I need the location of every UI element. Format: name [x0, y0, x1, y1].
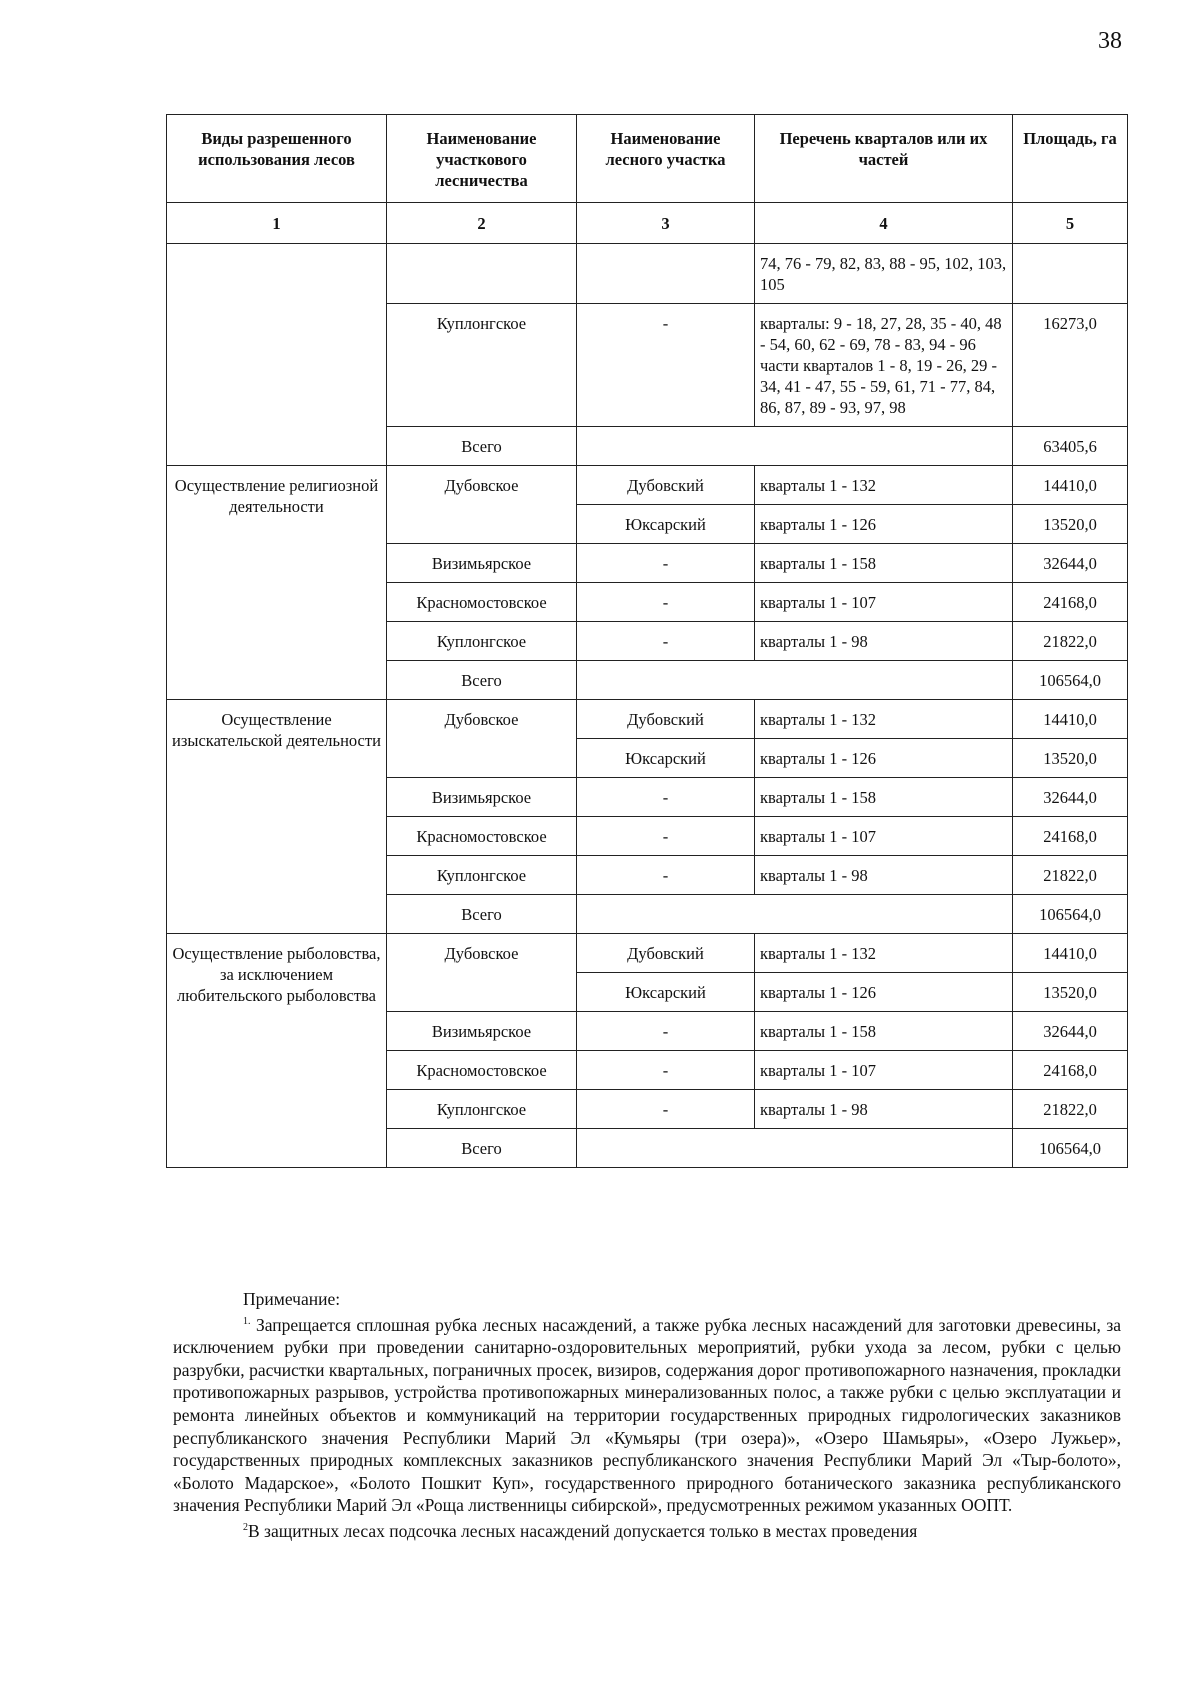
plot-cell — [577, 244, 755, 304]
quarters-cell: кварталы 1 - 107 — [755, 1051, 1013, 1090]
footnote-2 — [173, 1517, 1121, 1543]
quarters-cell: кварталы 1 - 132 — [755, 934, 1013, 973]
table-row — [167, 700, 1128, 739]
column-number-row — [167, 203, 1128, 244]
header-row — [167, 115, 1128, 203]
area-cell: 14410,0 — [1013, 934, 1128, 973]
header-usage: Виды разрешенного использования лесов — [167, 115, 387, 203]
plot-cell: - — [577, 622, 755, 661]
page-number: 38 — [1098, 28, 1122, 54]
area-cell: 13520,0 — [1013, 505, 1128, 544]
quarters-cell: кварталы 1 - 158 — [755, 544, 1013, 583]
note-title: Примечание: — [243, 1289, 341, 1309]
quarters-cell: кварталы 1 - 98 — [755, 622, 1013, 661]
quarters-cell: кварталы 1 - 132 — [755, 466, 1013, 505]
plot-cell: - — [577, 1051, 755, 1090]
usage-cell: Осуществление изыскательской деятельности — [167, 700, 387, 934]
plot-cell: - — [577, 304, 755, 427]
total-empty — [577, 661, 1013, 700]
quarters-cell: кварталы 1 - 132 — [755, 700, 1013, 739]
forestry-cell: Куплонгское — [387, 304, 577, 427]
footnote-text: Запрещается сплошная рубка лесных насаждений, а также рубка лесных насаждений для заготовки древесины, за исключением рубки при проведении санитарно-оздоровительных мероприятий, рубки ухода за лесом, рубки с целью разрубки, расчистки квартальных, пограничных просек, визиров, содержания дорог противопожарного назначения, прокладки противопожарных разрывов, устройства противопожарных минерализованных полос, а также рубки с целью эксплуатации и ремонта линейных объектов и коммуникаций на территории государственных природных гидрологических заказников республиканского значения Республики Марий Эл «Кумьяры (три озера)», «Озеро Шамьяры», «Озеро Лужьер», государственных природных комплексных заказников республиканского значения Республики Марий Эл «Тыр-болото», «Болото Мадарское», «Болото Пошкит Куп», государственного природного ботанического заказника республиканского значения Республики Марий Эл «Роща лиственницы сибирской», предусмотренных режимом указанных ООПТ. — [173, 1314, 1122, 1516]
plot-cell: - — [577, 817, 755, 856]
forestry-cell: Дубовское — [387, 934, 577, 1012]
total-empty — [577, 1129, 1013, 1168]
forestry-cell: Куплонгское — [387, 622, 577, 661]
quarters-line: части кварталов 1 - 8, 19 - 26, 29 - 34, 41 - 47, 55 - 59, 61, 71 - 77, 84, 86, 87, 89 - 93, 97, 98 — [760, 356, 997, 417]
quarters-cell: кварталы 1 - 107 — [755, 817, 1013, 856]
total-area: 106564,0 — [1013, 895, 1128, 934]
plot-cell: - — [577, 1090, 755, 1129]
plot-cell: - — [577, 778, 755, 817]
plot-cell: - — [577, 1012, 755, 1051]
forestry-cell: Куплонгское — [387, 856, 577, 895]
note-block — [173, 1288, 1121, 1543]
forestry-cell — [387, 244, 577, 304]
area-cell: 16273,0 — [1013, 304, 1128, 427]
area-cell: 21822,0 — [1013, 1090, 1128, 1129]
column-number: 2 — [387, 203, 577, 244]
forest-usage-table — [166, 114, 1128, 1168]
area-cell: 32644,0 — [1013, 544, 1128, 583]
area-cell: 14410,0 — [1013, 466, 1128, 505]
area-cell — [1013, 244, 1128, 304]
total-label: Всего — [387, 895, 577, 934]
plot-cell: Дубовский — [577, 466, 755, 505]
table-row — [167, 934, 1128, 973]
header-quarters: Перечень кварталов или их частей — [755, 115, 1013, 203]
quarters-line: кварталы: 9 - 18, 27, 28, 35 - 40, 48 - 54, 60, 62 - 69, 78 - 83, 94 - 96 — [760, 314, 1002, 354]
total-label: Всего — [387, 661, 577, 700]
plot-cell: Дубовский — [577, 700, 755, 739]
quarters-cell: кварталы 1 - 126 — [755, 505, 1013, 544]
area-cell: 14410,0 — [1013, 700, 1128, 739]
usage-cell: Осуществление рыболовства, за исключением любительского рыболовства — [167, 934, 387, 1168]
column-number: 1 — [167, 203, 387, 244]
plot-cell: Юксарский — [577, 973, 755, 1012]
plot-cell: - — [577, 583, 755, 622]
area-cell: 21822,0 — [1013, 856, 1128, 895]
forestry-cell: Красномостовское — [387, 817, 577, 856]
usage-cell: Осуществление религиозной деятельности — [167, 466, 387, 700]
area-cell: 24168,0 — [1013, 817, 1128, 856]
total-area: 106564,0 — [1013, 661, 1128, 700]
area-cell: 13520,0 — [1013, 973, 1128, 1012]
quarters-cell: кварталы 1 - 98 — [755, 1090, 1013, 1129]
footnote-1 — [173, 1311, 1121, 1517]
quarters-cell: кварталы 1 - 158 — [755, 778, 1013, 817]
area-cell: 13520,0 — [1013, 739, 1128, 778]
quarters-cell: 74, 76 - 79, 82, 83, 88 - 95, 102, 103, 105 — [755, 244, 1013, 304]
header-forestry: Наименование участкового лесничества — [387, 115, 577, 203]
column-number: 5 — [1013, 203, 1128, 244]
area-cell: 21822,0 — [1013, 622, 1128, 661]
forestry-cell: Визимьярское — [387, 778, 577, 817]
table-row — [167, 466, 1128, 505]
header-area: Площадь, га — [1013, 115, 1128, 203]
forestry-cell: Красномостовское — [387, 583, 577, 622]
column-number: 4 — [755, 203, 1013, 244]
plot-cell: - — [577, 856, 755, 895]
plot-cell: Юксарский — [577, 739, 755, 778]
footnote-text: В защитных лесах подсочка лесных насаждений допускается только в местах проведения — [248, 1520, 918, 1541]
column-number: 3 — [577, 203, 755, 244]
quarters-cell: кварталы 1 - 126 — [755, 739, 1013, 778]
quarters-cell: кварталы 1 - 98 — [755, 856, 1013, 895]
table-row — [167, 244, 1128, 304]
quarters-cell: кварталы 1 - 158 — [755, 1012, 1013, 1051]
area-cell: 24168,0 — [1013, 1051, 1128, 1090]
total-empty — [577, 895, 1013, 934]
area-cell: 32644,0 — [1013, 1012, 1128, 1051]
quarters-cell — [755, 304, 1013, 427]
header-plot: Наименование лесного участка — [577, 115, 755, 203]
total-empty — [577, 427, 1013, 466]
forestry-cell: Дубовское — [387, 700, 577, 778]
total-area: 106564,0 — [1013, 1129, 1128, 1168]
quarters-cell: кварталы 1 - 107 — [755, 583, 1013, 622]
footnote-mark: 2 — [243, 1521, 248, 1533]
total-label: Всего — [387, 1129, 577, 1168]
plot-cell: Юксарский — [577, 505, 755, 544]
total-area: 63405,6 — [1013, 427, 1128, 466]
quarters-cell: кварталы 1 - 126 — [755, 973, 1013, 1012]
forestry-cell: Красномостовское — [387, 1051, 577, 1090]
plot-cell: Дубовский — [577, 934, 755, 973]
usage-groups — [167, 466, 1128, 1168]
usage-cell-continued — [167, 244, 387, 466]
forestry-cell: Дубовское — [387, 466, 577, 544]
plot-cell: - — [577, 544, 755, 583]
total-label: Всего — [387, 427, 577, 466]
area-cell: 24168,0 — [1013, 583, 1128, 622]
area-cell: 32644,0 — [1013, 778, 1128, 817]
forestry-cell: Визимьярское — [387, 1012, 577, 1051]
footnote-mark: 1. — [243, 1315, 251, 1327]
forestry-cell: Визимьярское — [387, 544, 577, 583]
forestry-cell: Куплонгское — [387, 1090, 577, 1129]
